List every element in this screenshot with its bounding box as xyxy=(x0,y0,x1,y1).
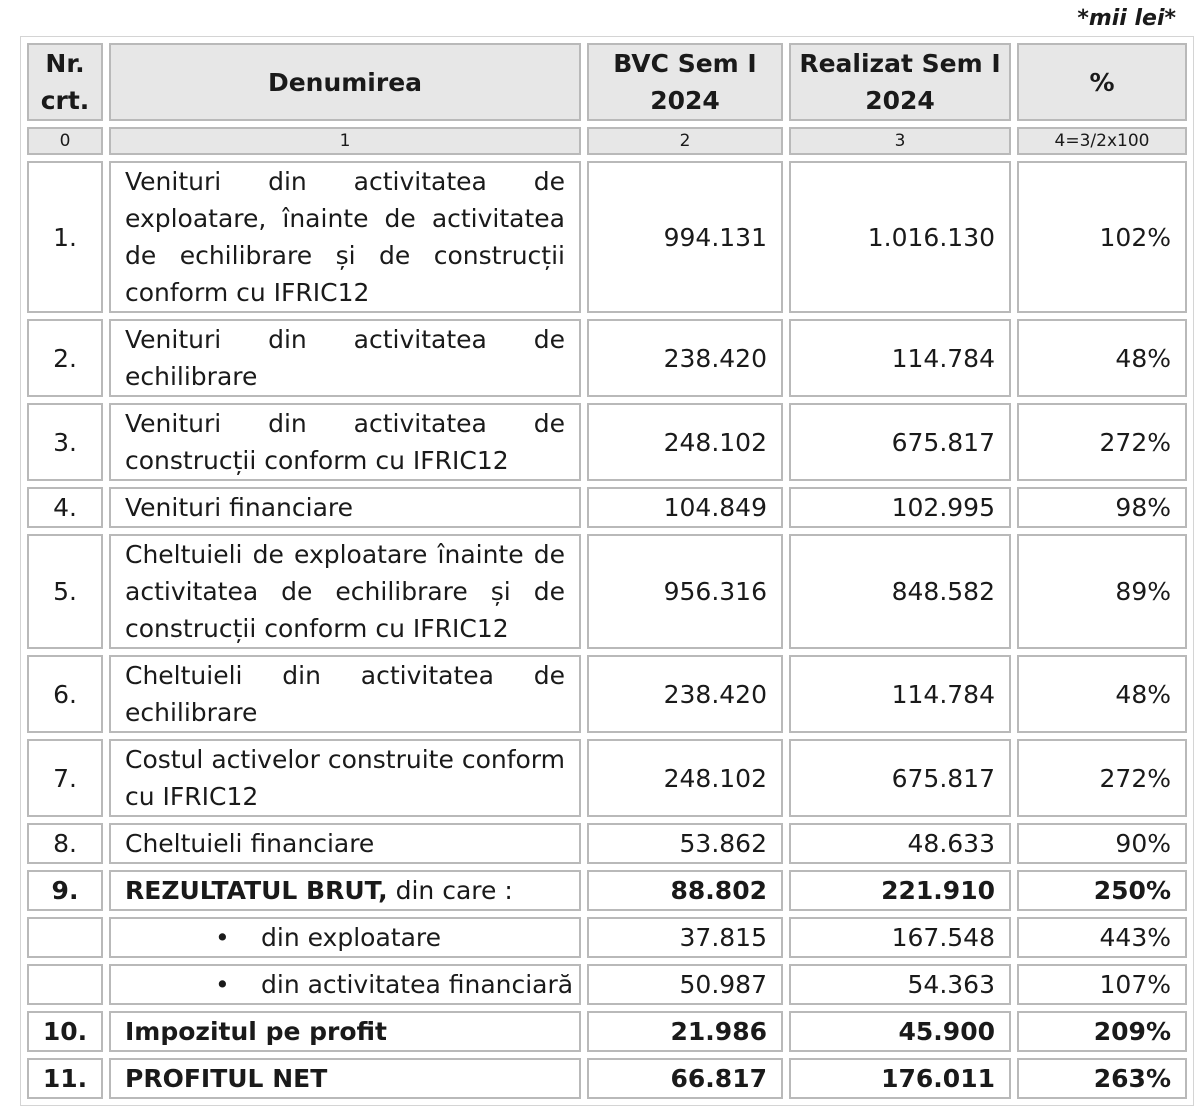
row-bvc: 88.802 xyxy=(587,870,783,911)
sub-row xyxy=(27,917,1187,958)
row-name: Costul activelor construite conform cu IFRIC12 xyxy=(109,739,581,817)
row-realizat: 45.900 xyxy=(789,1011,1011,1052)
row-realizat: 675.817 xyxy=(789,739,1011,817)
row-percent: 102% xyxy=(1017,161,1187,313)
table-row xyxy=(27,534,1187,649)
row-realizat: 221.910 xyxy=(789,870,1011,911)
row-realizat: 114.784 xyxy=(789,319,1011,397)
row-bvc: 994.131 xyxy=(587,161,783,313)
row-number: 11. xyxy=(27,1058,103,1099)
row-bvc: 50.987 xyxy=(587,964,783,1005)
row-number: 9. xyxy=(27,870,103,911)
row-name: Cheltuieli financiare xyxy=(109,823,581,864)
row-bvc: 37.815 xyxy=(587,917,783,958)
bullet-icon: • xyxy=(215,923,230,952)
index-cell: 1 xyxy=(109,127,581,155)
row-percent: 250% xyxy=(1017,870,1187,911)
row-bvc: 956.316 xyxy=(587,534,783,649)
unit-note: *mii lei* xyxy=(1077,6,1176,31)
table-row xyxy=(27,319,1187,397)
sub-row-label: din activitatea financiară xyxy=(261,970,574,999)
row-bvc: 66.817 xyxy=(587,1058,783,1099)
row-percent: 89% xyxy=(1017,534,1187,649)
row-name xyxy=(109,870,581,911)
row-bvc: 104.849 xyxy=(587,487,783,528)
row-realizat: 48.633 xyxy=(789,823,1011,864)
row-name: Venituri financiare xyxy=(109,487,581,528)
row-name: Venituri din activitatea de exploatare, înainte de activitatea de echilibrare și de construcții conform cu IFRIC12 xyxy=(109,161,581,313)
index-cell: 4=3/2x100 xyxy=(1017,127,1187,155)
row-number-empty xyxy=(27,964,103,1005)
row-bvc: 248.102 xyxy=(587,739,783,817)
row-percent: 98% xyxy=(1017,487,1187,528)
index-row xyxy=(27,127,1187,155)
row-percent: 443% xyxy=(1017,917,1187,958)
row-number: 4. xyxy=(27,487,103,528)
header-nr: Nr. crt. xyxy=(27,43,103,121)
table-row xyxy=(27,823,1187,864)
header-percent: % xyxy=(1017,43,1187,121)
row-realizat: 114.784 xyxy=(789,655,1011,733)
table-row xyxy=(27,487,1187,528)
row-name-rest: din care : xyxy=(387,876,513,905)
row-name: Venituri din activitatea de echilibrare xyxy=(109,319,581,397)
header-bvc: BVC Sem I 2024 xyxy=(587,43,783,121)
gross-result-row xyxy=(27,870,1187,911)
row-number: 2. xyxy=(27,319,103,397)
table-row xyxy=(27,739,1187,817)
table-row xyxy=(27,655,1187,733)
row-number: 10. xyxy=(27,1011,103,1052)
row-name: PROFITUL NET xyxy=(109,1058,581,1099)
row-bvc: 238.420 xyxy=(587,319,783,397)
bullet-icon: • xyxy=(215,970,230,999)
row-percent: 272% xyxy=(1017,739,1187,817)
row-name xyxy=(109,917,581,958)
row-name: Venituri din activitatea de construcții conform cu IFRIC12 xyxy=(109,403,581,481)
header-name: Denumirea xyxy=(109,43,581,121)
tax-row xyxy=(27,1011,1187,1052)
sub-row-label: din exploatare xyxy=(261,923,442,952)
row-realizat: 176.011 xyxy=(789,1058,1011,1099)
row-name xyxy=(109,964,581,1005)
row-name-bold: REZULTATUL BRUT, xyxy=(125,876,388,905)
row-name: Cheltuieli de exploatare înainte de activitatea de echilibrare și de construcții conform cu IFRIC12 xyxy=(109,534,581,649)
sub-row xyxy=(27,964,1187,1005)
row-number: 3. xyxy=(27,403,103,481)
header-realizat: Realizat Sem I 2024 xyxy=(789,43,1011,121)
table-row xyxy=(27,161,1187,313)
row-bvc: 248.102 xyxy=(587,403,783,481)
row-percent: 263% xyxy=(1017,1058,1187,1099)
header-row xyxy=(27,43,1187,121)
row-number-empty xyxy=(27,917,103,958)
row-percent: 48% xyxy=(1017,319,1187,397)
row-realizat: 54.363 xyxy=(789,964,1011,1005)
row-percent: 90% xyxy=(1017,823,1187,864)
index-cell: 2 xyxy=(587,127,783,155)
row-number: 7. xyxy=(27,739,103,817)
row-realizat: 167.548 xyxy=(789,917,1011,958)
row-number: 5. xyxy=(27,534,103,649)
row-percent: 107% xyxy=(1017,964,1187,1005)
row-realizat: 848.582 xyxy=(789,534,1011,649)
net-profit-row xyxy=(27,1058,1187,1099)
row-realizat: 102.995 xyxy=(789,487,1011,528)
row-percent: 48% xyxy=(1017,655,1187,733)
row-number: 6. xyxy=(27,655,103,733)
row-number: 1. xyxy=(27,161,103,313)
row-name: Cheltuieli din activitatea de echilibrare xyxy=(109,655,581,733)
index-cell: 0 xyxy=(27,127,103,155)
row-realizat: 675.817 xyxy=(789,403,1011,481)
row-realizat: 1.016.130 xyxy=(789,161,1011,313)
row-name: Impozitul pe profit xyxy=(109,1011,581,1052)
row-percent: 209% xyxy=(1017,1011,1187,1052)
financial-table xyxy=(20,36,1194,1106)
table-row xyxy=(27,403,1187,481)
row-bvc: 21.986 xyxy=(587,1011,783,1052)
row-number: 8. xyxy=(27,823,103,864)
row-percent: 272% xyxy=(1017,403,1187,481)
row-bvc: 53.862 xyxy=(587,823,783,864)
index-cell: 3 xyxy=(789,127,1011,155)
row-bvc: 238.420 xyxy=(587,655,783,733)
